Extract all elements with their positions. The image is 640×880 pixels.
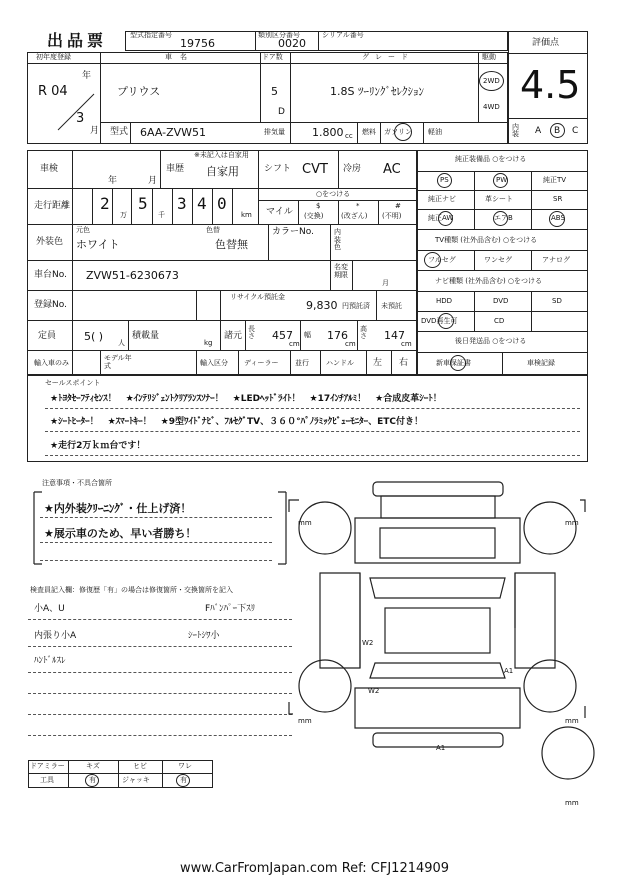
navi-dvd: DVD bbox=[493, 297, 509, 305]
first-reg-year-unit: 年 bbox=[82, 71, 92, 81]
tv-label: TV種類 (社外品含む) ○をつける bbox=[435, 236, 538, 244]
damage-mark-2: W2 bbox=[368, 687, 380, 695]
equip-leather: 革シート bbox=[485, 195, 513, 203]
orig-color-label: 元色 bbox=[76, 226, 90, 234]
chassis-label: 車台No. bbox=[34, 270, 67, 280]
tools-circle bbox=[85, 774, 99, 787]
load-unit: kg bbox=[204, 339, 213, 347]
displacement-value: 1.800 bbox=[312, 126, 344, 139]
equip-tv: 純正TV bbox=[543, 176, 567, 184]
name-change-month-unit: 月 bbox=[382, 279, 389, 287]
width-label: 幅 bbox=[304, 331, 311, 339]
sales-points-label: セールスポイント bbox=[45, 379, 101, 387]
recycle-label: リサイクル預託金 bbox=[230, 293, 286, 301]
category-label: 類別区分番号 bbox=[258, 31, 300, 39]
equip-ps-circle bbox=[437, 173, 452, 188]
sales-line-1: ★ﾄﾖﾀｾｰﾌﾃｨｾﾝｽ！ ★ｲﾝﾃﾘｼﾞｪﾝﾄｸﾘｱﾗﾝｽｿﾅｰ！ ★LEDﾍｯﾄﾞﾗｲﾄ！ ★17ｲﾝﾁｱﾙﾐ！ ★合成皮革ｼｰﾄ！ bbox=[50, 394, 442, 404]
width-cm: cm bbox=[345, 340, 356, 348]
length-value: 457 bbox=[272, 329, 293, 342]
cc-unit: cc bbox=[345, 132, 353, 140]
doors-label: ドア数 bbox=[262, 53, 283, 61]
category-value: 0020 bbox=[278, 37, 306, 50]
shaken-label: 車検 bbox=[40, 164, 59, 174]
note-line-2: ★展示車のため、早い者勝ち！ bbox=[44, 527, 197, 540]
color-no-label: カラーNo. bbox=[272, 227, 314, 237]
later-records: 車検記録 bbox=[527, 359, 555, 367]
car-name-label: 車名 bbox=[165, 53, 195, 61]
mileage-label: 走行距離 bbox=[34, 201, 71, 211]
height-cm: cm bbox=[401, 340, 412, 348]
later-label: 後日発送品 ○をつける bbox=[455, 337, 527, 345]
color-label: 外装色 bbox=[36, 237, 64, 247]
interior-label: 内装 bbox=[512, 123, 519, 138]
name-change-label: 名変期限 bbox=[334, 263, 348, 280]
displacement-label: 排気量 bbox=[264, 128, 285, 136]
interior-grade-b: B bbox=[554, 126, 561, 136]
navi-label: ナビ種類 (社外品含む) ○をつける bbox=[435, 277, 543, 285]
tv-analog: アナログ bbox=[542, 256, 570, 264]
equip-sr: SR bbox=[553, 195, 563, 203]
equip-airbag-circle bbox=[493, 211, 508, 226]
sheet-title: 出品票 bbox=[47, 31, 108, 50]
inspector-2a: 内張り小A bbox=[34, 631, 77, 641]
tools-crack: ヒビ bbox=[133, 762, 147, 770]
later-warranty: 新車保証書 bbox=[436, 359, 471, 367]
serial-label: シリアル番号 bbox=[322, 31, 364, 39]
fuel-gas: ガソリン bbox=[384, 128, 412, 136]
equip-airbag: エアB bbox=[494, 214, 513, 222]
color-code-label: 色替 bbox=[206, 226, 220, 234]
mile-check-label: ○をつける bbox=[316, 190, 351, 198]
handle-right: 右 bbox=[399, 358, 409, 368]
capacity-unit: 人 bbox=[118, 339, 125, 347]
recycle-amount: 9,830 bbox=[306, 299, 338, 312]
parallel-label: 並行 bbox=[295, 359, 309, 367]
mile-exchange: $ bbox=[316, 202, 321, 210]
model-cert-value: 19756 bbox=[180, 37, 215, 50]
equip-pw-circle bbox=[493, 173, 508, 188]
shaken-month-unit: 月 bbox=[148, 176, 158, 186]
tools-mirror: ドアミラー bbox=[30, 762, 65, 770]
score-value: 4.5 bbox=[520, 63, 581, 107]
tools-break: ワレ bbox=[178, 762, 192, 770]
mileage-sen-unit: 千 bbox=[158, 211, 165, 219]
ac-value: AC bbox=[383, 162, 401, 177]
import-label: 輸入車のみ bbox=[34, 359, 69, 367]
handle-label: ハンドル bbox=[326, 359, 354, 367]
length-cm: cm bbox=[289, 340, 300, 348]
capacity-value: 5( ) bbox=[84, 330, 104, 343]
length-label: 長さ bbox=[248, 325, 255, 340]
inspector-1a: 小A、U bbox=[34, 604, 65, 614]
shaken-year-unit: 年 bbox=[108, 176, 118, 186]
genuine-label: 純正装備品 ○をつける bbox=[455, 155, 527, 163]
navi-cd: CD bbox=[494, 317, 505, 325]
drive-label: 駆動 bbox=[482, 53, 496, 61]
mile-unknown: # bbox=[395, 202, 401, 210]
navi-hdd: HDD bbox=[436, 297, 453, 305]
dims-label: 諸元 bbox=[224, 331, 243, 341]
footer-watermark: www.CarFromJapan.com Ref: CFJ1214909 bbox=[180, 861, 450, 876]
mileage-digit-4: 4 bbox=[197, 194, 207, 213]
tools-label: 工具 bbox=[40, 776, 54, 784]
first-reg-slash bbox=[56, 92, 96, 132]
chassis-value: ZVW51-6230673 bbox=[86, 269, 179, 282]
load-label: 積載量 bbox=[132, 331, 160, 341]
mm-label-fr: mm bbox=[565, 519, 579, 527]
mile-label: マイル bbox=[266, 207, 293, 217]
inspector-3a: ﾊﾝﾄﾞﾙｽﾚ bbox=[34, 656, 66, 666]
mm-label-spare: mm bbox=[565, 799, 579, 807]
car-name: プリウス bbox=[117, 85, 161, 98]
mileage-digit-5: 0 bbox=[217, 194, 227, 213]
interior-grade-c: C bbox=[572, 126, 579, 136]
tools-scratch: キズ bbox=[86, 762, 100, 770]
equip-aw-circle bbox=[438, 211, 453, 226]
drive-4wd: 4WD bbox=[483, 103, 500, 111]
grade-value: 1.8S ﾂｰﾘﾝｸﾞｾﾚｸｼｮﾝ bbox=[330, 85, 424, 98]
mm-label-fl: mm bbox=[298, 519, 312, 527]
interior-circle-mark bbox=[550, 123, 565, 138]
reg-label: 登録No. bbox=[34, 300, 67, 310]
recycle-unpaid: 未預託 bbox=[381, 302, 402, 310]
damage-mark-3: A1 bbox=[504, 667, 514, 675]
inspector-2b: ｼｰﾄｼﾜ小 bbox=[188, 631, 220, 641]
inspector-label: 検査員記入欄：修復歴「有」の場合は修復箇所・交換箇所を記入 bbox=[30, 586, 233, 594]
mm-label-rr: mm bbox=[565, 717, 579, 725]
inspector-1b: Fﾊﾞﾝﾊﾟｰ下ｽﾘ bbox=[205, 604, 256, 614]
drive-circle-mark bbox=[479, 71, 504, 91]
km-unit: km bbox=[241, 211, 252, 219]
equip-abs: ABS bbox=[551, 214, 565, 222]
equip-pw: PW bbox=[496, 176, 508, 184]
model-label: 型式 bbox=[110, 127, 129, 137]
tv-full-circle bbox=[424, 252, 441, 268]
mile-unknown-sub: (不明) bbox=[382, 212, 402, 220]
mileage-digit-1: 2 bbox=[100, 194, 110, 213]
usage-value: 自家用 bbox=[206, 165, 239, 178]
mm-label-rl: mm bbox=[298, 717, 312, 725]
jack-mark: 有 bbox=[180, 776, 187, 784]
interior-color-label: 内装色 bbox=[334, 228, 341, 252]
handle-left: 左 bbox=[373, 358, 383, 368]
car-diagram bbox=[285, 478, 595, 818]
first-reg-label: 初年度登録 bbox=[36, 53, 71, 61]
tools-mark: 有 bbox=[89, 776, 96, 784]
first-reg-month: 3 bbox=[76, 111, 85, 126]
mile-tampered: * bbox=[356, 202, 360, 210]
mile-tampered-sub: (改ざん) bbox=[341, 212, 368, 220]
door-type: D bbox=[278, 107, 285, 117]
drive-2wd: 2WD bbox=[483, 77, 500, 85]
grade-label: グレード bbox=[362, 53, 414, 61]
navi-dvd-play-circle bbox=[438, 313, 454, 329]
doors-value: 5 bbox=[271, 85, 278, 98]
sales-line-2: ★ｼｰﾄﾋｰﾀｰ！ ★ｽﾏｰﾄｷｰ！ ★9型ﾜｲﾄﾞﾅﾋﾞ、ﾌﾙｾｸﾞTV、３６０°ﾊﾟﾉﾗﾐｯｸﾋﾞｭｰﾓﾆﾀｰ、ETC付き！ bbox=[50, 417, 423, 427]
damage-mark-4: A1 bbox=[436, 744, 446, 752]
ac-label: 冷房 bbox=[343, 164, 362, 174]
score-label: 評価点 bbox=[532, 38, 560, 48]
jack-label: ジャッキ bbox=[122, 776, 150, 784]
tv-one: ワンセグ bbox=[484, 256, 512, 264]
interior-grade-a: A bbox=[535, 126, 542, 136]
usage-label: 車歴 bbox=[166, 164, 185, 174]
recycle-status: 円預託済 bbox=[342, 302, 370, 310]
dealer-label: ディーラー bbox=[244, 359, 279, 367]
equip-aw: 純正AW bbox=[428, 214, 454, 222]
mileage-digit-3: 3 bbox=[177, 194, 187, 213]
import-type-label: 輸入区分 bbox=[200, 359, 228, 367]
first-reg-month-unit: 月 bbox=[90, 126, 100, 136]
equip-abs-circle bbox=[549, 211, 565, 227]
later-warranty-circle bbox=[450, 355, 466, 371]
model-value: 6AA-ZVW51 bbox=[140, 126, 207, 139]
equip-navi: 純正ナビ bbox=[428, 195, 456, 203]
model-cert-label: 型式指定番号 bbox=[130, 31, 172, 39]
shift-value: CVT bbox=[302, 162, 328, 177]
mileage-man-unit: 万 bbox=[120, 211, 127, 219]
width-value: 176 bbox=[327, 329, 348, 342]
model-year-label: モデル年式 bbox=[104, 354, 132, 371]
jack-circle bbox=[176, 774, 190, 787]
damage-mark-1: W2 bbox=[362, 639, 374, 647]
fuel-label: 燃料 bbox=[362, 128, 376, 136]
color-change: 色替無 bbox=[215, 238, 248, 251]
mile-exchange-sub: (交換) bbox=[304, 212, 324, 220]
color-value: ホワイト bbox=[76, 238, 120, 251]
sales-line-3: ★走行2万ｋｍ台です！ bbox=[50, 441, 146, 451]
height-label: 高さ bbox=[360, 325, 367, 340]
capacity-label: 定員 bbox=[38, 331, 57, 341]
mileage-digit-2: 5 bbox=[138, 194, 148, 213]
navi-dvd-play: DVD再生可 bbox=[421, 317, 458, 325]
navi-sd: SD bbox=[552, 297, 562, 305]
height-value: 147 bbox=[384, 329, 405, 342]
notes-label: 注意事項・不具合箇所 bbox=[42, 479, 112, 487]
shift-label: シフト bbox=[264, 164, 292, 174]
tv-full: フルセグ bbox=[428, 256, 456, 264]
equip-ps: PS bbox=[440, 176, 449, 184]
usage-note: ※未記入は自家用 bbox=[194, 151, 249, 159]
note-line-1: ★内外装ｸﾘｰﾆﾝｸﾞ・仕上げ済！ bbox=[44, 502, 192, 515]
first-reg-year: R 04 bbox=[38, 84, 68, 99]
fuel-diesel: 軽油 bbox=[428, 128, 442, 136]
fuel-circle-mark bbox=[394, 123, 412, 141]
